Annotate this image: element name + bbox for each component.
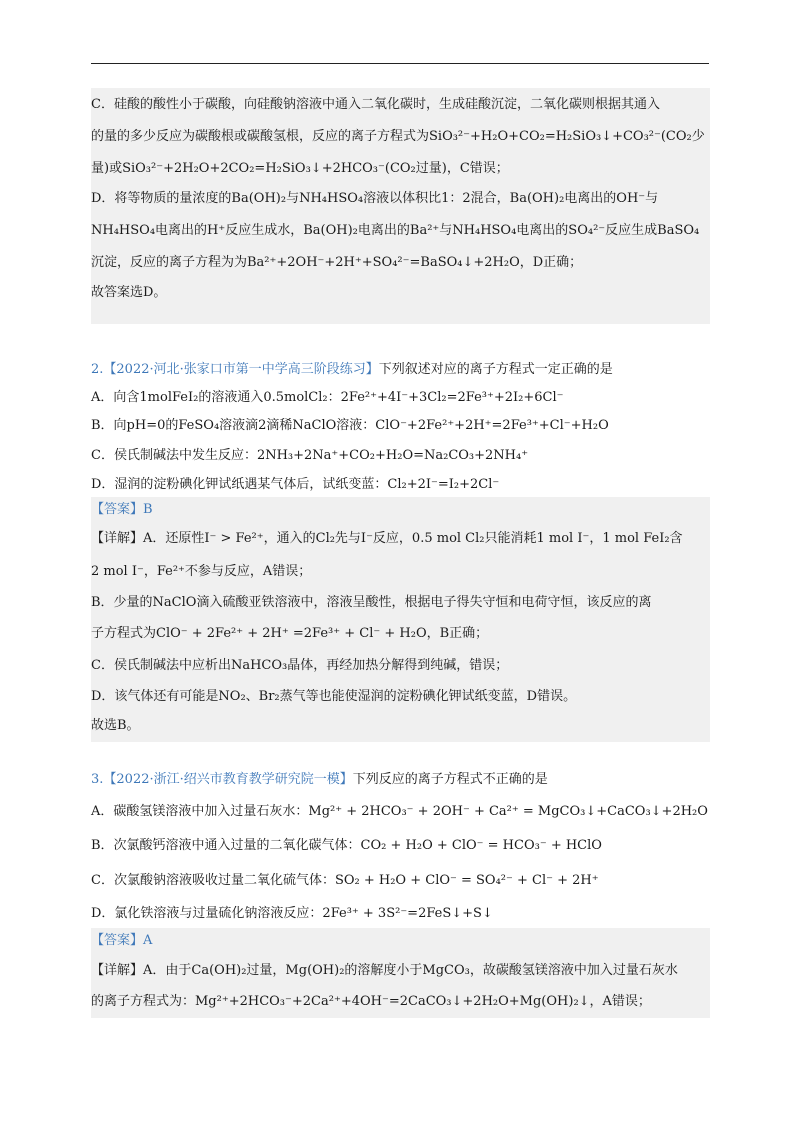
q1-option-d-line: D．将等物质的量浓度的Ba(OH)₂与NH₄HSO₄溶液以体积比1：2混合，Ba(OH)₂电离出的OH⁻与 bbox=[91, 191, 659, 206]
q3-header bbox=[91, 771, 548, 789]
q1-option-c-line: 量)或SiO₃²⁻+2H₂O+2CO₂=H₂SiO₃↓+2HCO₃⁻(CO₂过量)，C错误； bbox=[91, 161, 509, 176]
q2-source: 【2022·河北·张家口市第一中学高三阶段练习】 bbox=[103, 362, 379, 377]
q2-detail-line: C．侯氏制碱法中应析出NaHCO₃晶体，再经加热分解得到纯碱，错误； bbox=[91, 658, 509, 673]
q3-option-d: D．氯化铁溶液与过量硫化钠溶液反应：2Fe³⁺ + 3S²⁻=2FeS↓+S↓ bbox=[91, 906, 493, 921]
q3-answer-label: 【答案】A bbox=[91, 933, 153, 948]
q2-header bbox=[91, 361, 613, 379]
q3-number: 3. bbox=[91, 772, 104, 787]
q2-option-a: A．向含1molFeI₂的溶液通入0.5molCl₂：2Fe²⁺+4I⁻+3Cl₂=2Fe³⁺+2I₂+6Cl⁻ bbox=[91, 390, 564, 405]
q1-option-c-line: 的量的多少反应为碳酸根或碳酸氢根，反应的离子方程式为SiO₃²⁻+H₂O+CO₂=H₂SiO₃↓+CO₃²⁻(CO₂少 bbox=[91, 129, 705, 144]
q1-conclusion: 故答案选D。 bbox=[91, 285, 167, 300]
q2-number: 2. bbox=[91, 362, 104, 377]
q2-option-b: B．向pH=0的FeSO₄溶液滴2滴稀NaClO溶液：ClO⁻+2Fe²⁺+2H⁺=2Fe³⁺+Cl⁻+H₂O bbox=[91, 418, 609, 433]
q2-detail-line: 2 mol I⁻，Fe²⁺不参与反应，A错误； bbox=[91, 564, 312, 579]
q2-stem: 下列叙述对应的离子方程式一定正确的是 bbox=[378, 362, 613, 377]
q1-option-c-line: C．硅酸的酸性小于碳酸，向硅酸钠溶液中通入二氧化碳时，生成硅酸沉淀，二氧化碳则根据其通入 bbox=[91, 97, 660, 112]
q3-option-c: C．次氯酸钠溶液吸收过量二氧化硫气体：SO₂ + H₂O + ClO⁻ = SO₄²⁻ + Cl⁻ + 2H⁺ bbox=[91, 873, 599, 888]
q2-option-c: C．侯氏制碱法中发生反应：2NH₃+2Na⁺+CO₂+H₂O=Na₂CO₃+2NH₄⁺ bbox=[91, 448, 529, 463]
q2-detail-line: 子方程式为ClO⁻ + 2Fe²⁺ + 2H⁺ =2Fe³⁺ + Cl⁻ + H₂O，B正确； bbox=[91, 626, 489, 641]
q2-detail-line: B．少量的NaClO滴入硫酸亚铁溶液中，溶液呈酸性，根据电子得失守恒和电荷守恒，该反应的离 bbox=[91, 595, 652, 610]
q3-option-b: B．次氯酸钙溶液中通入过量的二氧化碳气体：CO₂ + H₂O + ClO⁻ = HCO₃⁻ + HClO bbox=[91, 838, 602, 853]
q3-detail-line: 【详解】A．由于Ca(OH)₂过量，Mg(OH)₂的溶解度小于MgCO₃，故碳酸氢镁溶液中加入过量石灰水 bbox=[91, 963, 678, 978]
q2-option-d: D．湿润的淀粉碘化钾试纸遇某气体后，试纸变蓝：Cl₂+2I⁻=I₂+2Cl⁻ bbox=[91, 477, 500, 492]
q2-detail-line: 【详解】A．还原性I⁻ > Fe²⁺，通入的Cl₂先与I⁻反应，0.5 mol Cl₂只能消耗1 mol I⁻，1 mol FeI₂含 bbox=[91, 531, 683, 546]
q1-option-d-line: 沉淀，反应的离子方程为为Ba²⁺+2OH⁻+2H⁺+SO₄²⁻=BaSO₄↓+2H₂O，D正确； bbox=[91, 255, 583, 270]
q2-detail-line: D．该气体还有可能是NO₂、Br₂蒸气等也能使湿润的淀粉碘化钾试纸变蓝，D错误。 bbox=[91, 689, 577, 704]
q3-stem: 下列反应的离子方程式不正确的是 bbox=[352, 772, 548, 787]
header-rule bbox=[91, 63, 709, 64]
q2-detail-line: 故选B。 bbox=[91, 718, 140, 733]
q2-answer-label: 【答案】B bbox=[91, 502, 153, 517]
q3-source: 【2022·浙江·绍兴市教育教学研究院一模】 bbox=[103, 772, 353, 787]
q3-option-a: A．碳酸氢镁溶液中加入过量石灰水：Mg²⁺ + 2HCO₃⁻ + 2OH⁻ + Ca²⁺ = MgCO₃↓+CaCO₃↓+2H₂O bbox=[91, 804, 708, 819]
q3-detail-line: 的离子方程式为：Mg²⁺+2HCO₃⁻+2Ca²⁺+4OH⁻=2CaCO₃↓+2H₂O+Mg(OH)₂↓，A错误； bbox=[91, 994, 651, 1009]
q1-option-d-line: NH₄HSO₄电离出的H⁺反应生成水，Ba(OH)₂电离出的Ba²⁺与NH₄HSO₄电离出的SO₄²⁻反应生成BaSO₄ bbox=[91, 223, 700, 238]
